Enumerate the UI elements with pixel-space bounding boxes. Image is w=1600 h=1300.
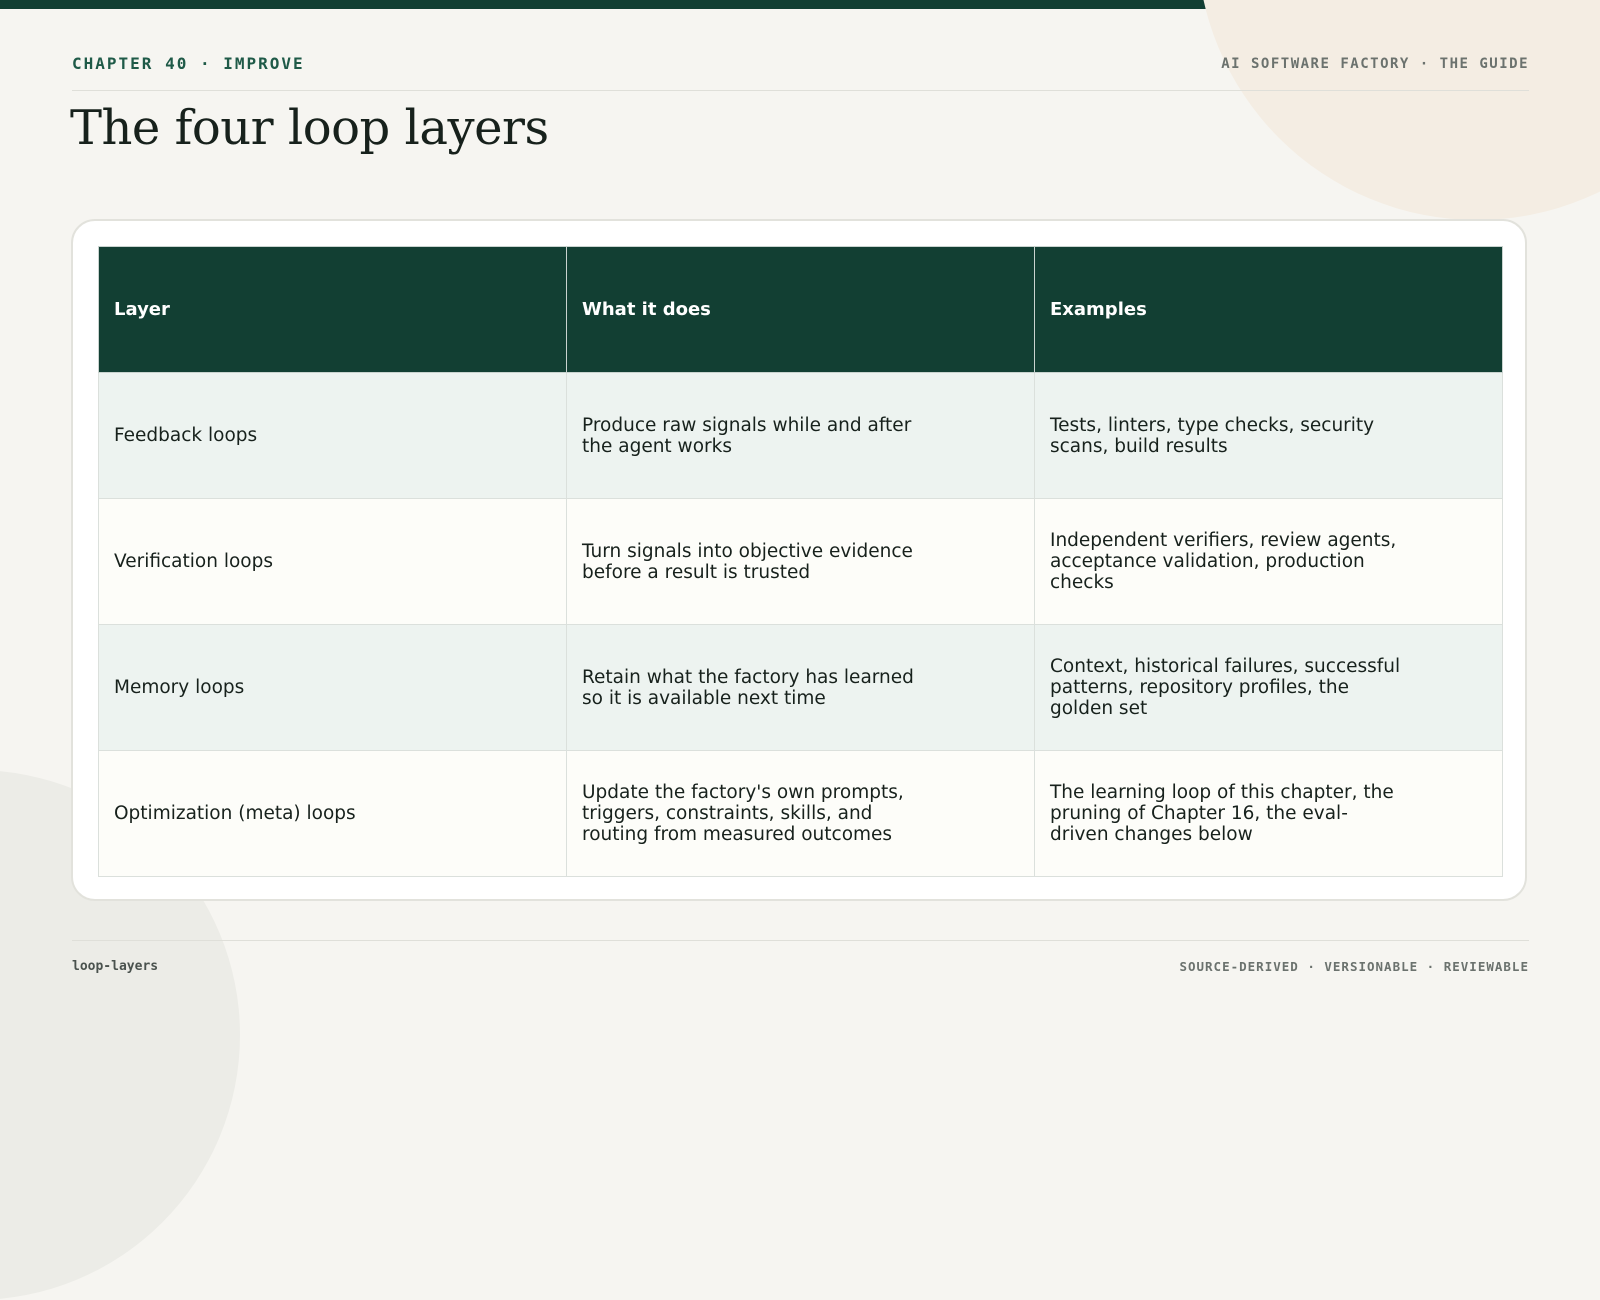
table-row [99, 625, 1503, 751]
page-title: The four loop layers [70, 100, 549, 156]
cell-examples: Independent verifiers, review agents, acceptance validation, production checks [1035, 499, 1503, 625]
column-header-layer: Layer [99, 247, 567, 373]
guide-brand: AI SOFTWARE FACTORY · THE GUIDE [1221, 56, 1529, 72]
chapter-kicker: CHAPTER 40 · IMPROVE [72, 54, 305, 73]
cell-layer: Verification loops [99, 499, 567, 625]
cell-layer: Optimization (meta) loops [99, 751, 567, 877]
cell-examples: Tests, linters, type checks, security scans, build results [1035, 373, 1503, 499]
table-row [99, 751, 1503, 877]
header-divider [72, 90, 1529, 91]
cell-examples: The learning loop of this chapter, the pruning of Chapter 16, the eval-driven changes below [1035, 751, 1503, 877]
loop-layers-table [98, 246, 1503, 877]
cell-what-it-does: Turn signals into objective evidence before a result is trusted [567, 499, 1035, 625]
column-header-what-it-does: What it does [567, 247, 1035, 373]
cell-layer: Feedback loops [99, 373, 567, 499]
cell-what-it-does: Update the factory's own prompts, triggers, constraints, skills, and routing from measured outcomes [567, 751, 1035, 877]
cell-examples: Context, historical failures, successful patterns, repository profiles, the golden set [1035, 625, 1503, 751]
footer-slug: loop-layers [72, 959, 159, 974]
table-card [71, 219, 1527, 901]
table-header-row [99, 247, 1503, 373]
table-row [99, 373, 1503, 499]
cell-what-it-does: Produce raw signals while and after the agent works [567, 373, 1035, 499]
cell-what-it-does: Retain what the factory has learned so it is available next time [567, 625, 1035, 751]
decorative-circle-top-right [1197, 0, 1600, 220]
column-header-examples: Examples [1035, 247, 1503, 373]
table-row [99, 499, 1503, 625]
footer-tagline: SOURCE-DERIVED · VERSIONABLE · REVIEWABLE [1179, 959, 1529, 974]
footer-divider [72, 940, 1529, 941]
cell-layer: Memory loops [99, 625, 567, 751]
